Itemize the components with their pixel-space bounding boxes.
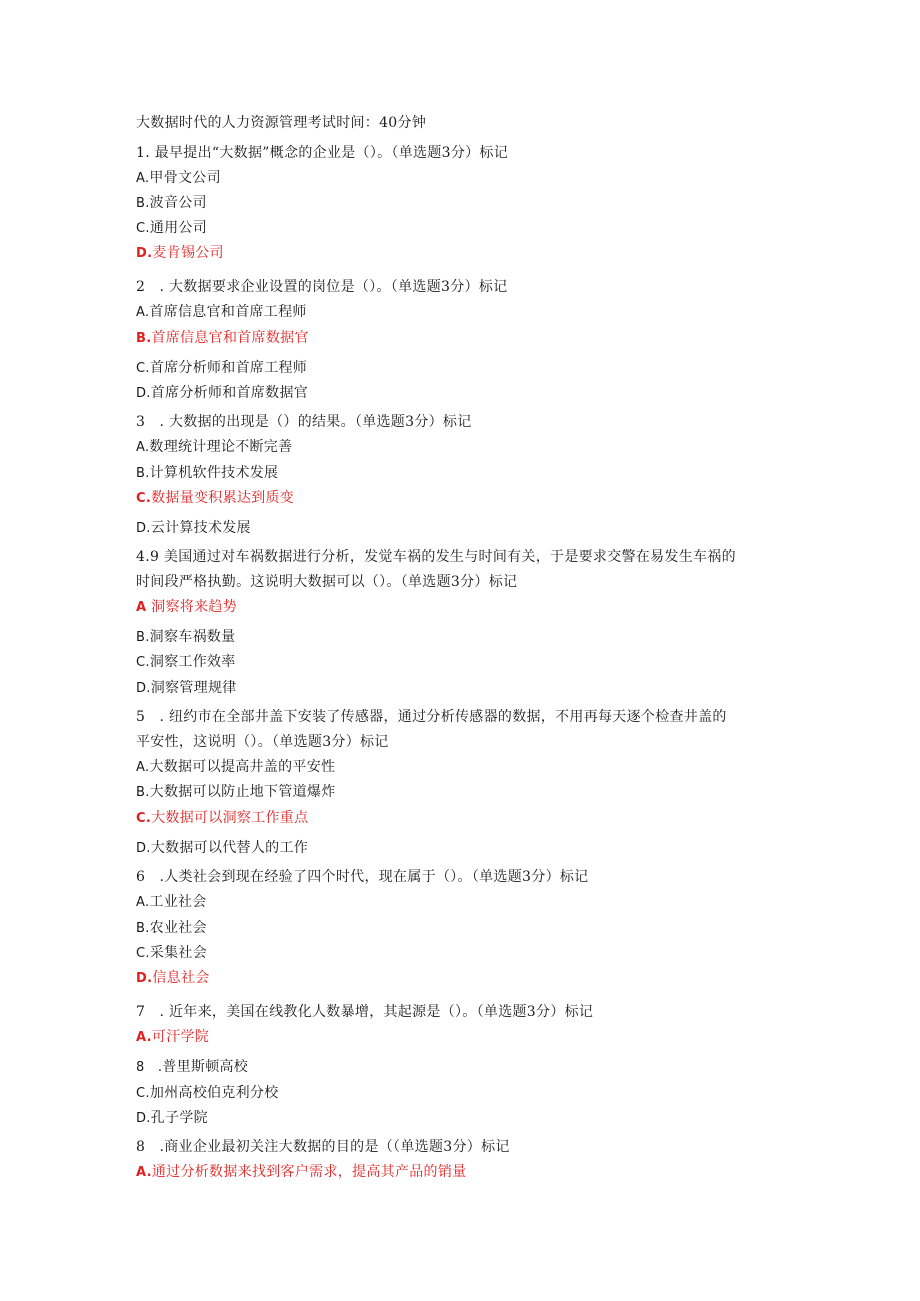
question-1-option-c[interactable]: C.通用公司 bbox=[136, 220, 208, 236]
question-7-stem: 7 . 近年来，美国在线教化人数暴增，其起源是（）。（单选题3分）标记 bbox=[136, 1004, 594, 1020]
exam-title: 大数据时代的人力资源管理考试时间：40分钟 bbox=[136, 115, 427, 131]
question-8-option-a-correct[interactable]: A.通过分析数据来找到客户需求，提高其产品的销量 bbox=[136, 1164, 467, 1180]
question-6-option-b[interactable]: B.农业社会 bbox=[136, 920, 207, 936]
question-2-option-a[interactable]: A.首席信息官和首席工程师 bbox=[136, 304, 307, 320]
question-3-option-d[interactable]: D.云计算技术发展 bbox=[136, 520, 251, 536]
question-6-option-c[interactable]: C.采集社会 bbox=[136, 945, 208, 961]
question-7-option-a-correct[interactable]: A.可汗学院 bbox=[136, 1029, 210, 1045]
question-3-option-c-correct[interactable]: C.数据量变积累达到质变 bbox=[136, 490, 295, 506]
question-4-stem-line-2: 时间段严格执勤。这说明大数据可以（）。（单选题3分）标记 bbox=[136, 574, 518, 590]
question-5-option-a[interactable]: A.大数据可以提高井盖的平安性 bbox=[136, 759, 336, 775]
question-8-stem: 8 .商业企业最初关注大数据的目的是（（单选题3分）标记 bbox=[136, 1139, 510, 1155]
question-1-option-b[interactable]: B.波音公司 bbox=[136, 195, 207, 211]
question-5-option-d[interactable]: D.大数据可以代替人的工作 bbox=[136, 840, 309, 856]
question-3-option-a[interactable]: A.数理统计理论不断完善 bbox=[136, 439, 293, 455]
question-6-option-a[interactable]: A.工业社会 bbox=[136, 894, 207, 910]
question-7-option-b[interactable]: 8 .普里斯顿高校 bbox=[136, 1059, 249, 1075]
question-1-option-a[interactable]: A.甲骨文公司 bbox=[136, 170, 221, 186]
question-5-option-c-correct[interactable]: C.大数据可以洞察工作重点 bbox=[136, 810, 309, 826]
question-2-stem: 2 . 大数据要求企业设置的岗位是（）。（单选题3分）标记 bbox=[136, 279, 508, 295]
question-4-option-d[interactable]: D.洞察管理规律 bbox=[136, 680, 237, 696]
question-4-option-b[interactable]: B.洞察车祸数量 bbox=[136, 629, 236, 645]
question-5-stem-line-2: 平安性，这说明（）。（单选题3分）标记 bbox=[136, 734, 389, 750]
question-4-option-a-correct[interactable]: A 洞察将来趋势 bbox=[136, 599, 237, 615]
question-4-stem-line-1: 4.9 美国通过对车祸数据进行分析，发觉车祸的发生与时间有关，于是要求交警在易发生车祸的 bbox=[136, 549, 736, 565]
question-6-option-d-correct[interactable]: D.信息社会 bbox=[136, 970, 210, 986]
question-2-option-d[interactable]: D.首席分析师和首席数据官 bbox=[136, 385, 309, 401]
question-2-option-b-correct[interactable]: B.首席信息官和首席数据官 bbox=[136, 330, 309, 346]
question-3-option-b[interactable]: B.计算机软件技术发展 bbox=[136, 465, 279, 481]
question-6-stem: 6 .人类社会到现在经验了四个时代，现在属于（）。（单选题3分）标记 bbox=[136, 869, 589, 885]
question-7-option-d[interactable]: D.孔子学院 bbox=[136, 1110, 208, 1126]
question-5-option-b[interactable]: B.大数据可以防止地下管道爆炸 bbox=[136, 784, 336, 800]
question-1-option-d-correct[interactable]: D.麦肯锡公司 bbox=[136, 245, 224, 261]
question-3-stem: 3 . 大数据的出现是（）的结果。（单选题3分）标记 bbox=[136, 414, 472, 430]
question-4-option-c[interactable]: C.洞察工作效率 bbox=[136, 654, 236, 670]
question-5-stem-line-1: 5 . 纽约市在全部井盖下安装了传感器，通过分析传感器的数据，不用再每天逐个检查井盖的 bbox=[136, 709, 727, 725]
question-1-stem: 1. 最早提出“大数据”概念的企业是（）。（单选题3分）标记 bbox=[136, 145, 509, 161]
question-2-option-c[interactable]: C.首席分析师和首席工程师 bbox=[136, 360, 308, 376]
question-7-option-c[interactable]: C.加州高校伯克利分校 bbox=[136, 1085, 279, 1101]
